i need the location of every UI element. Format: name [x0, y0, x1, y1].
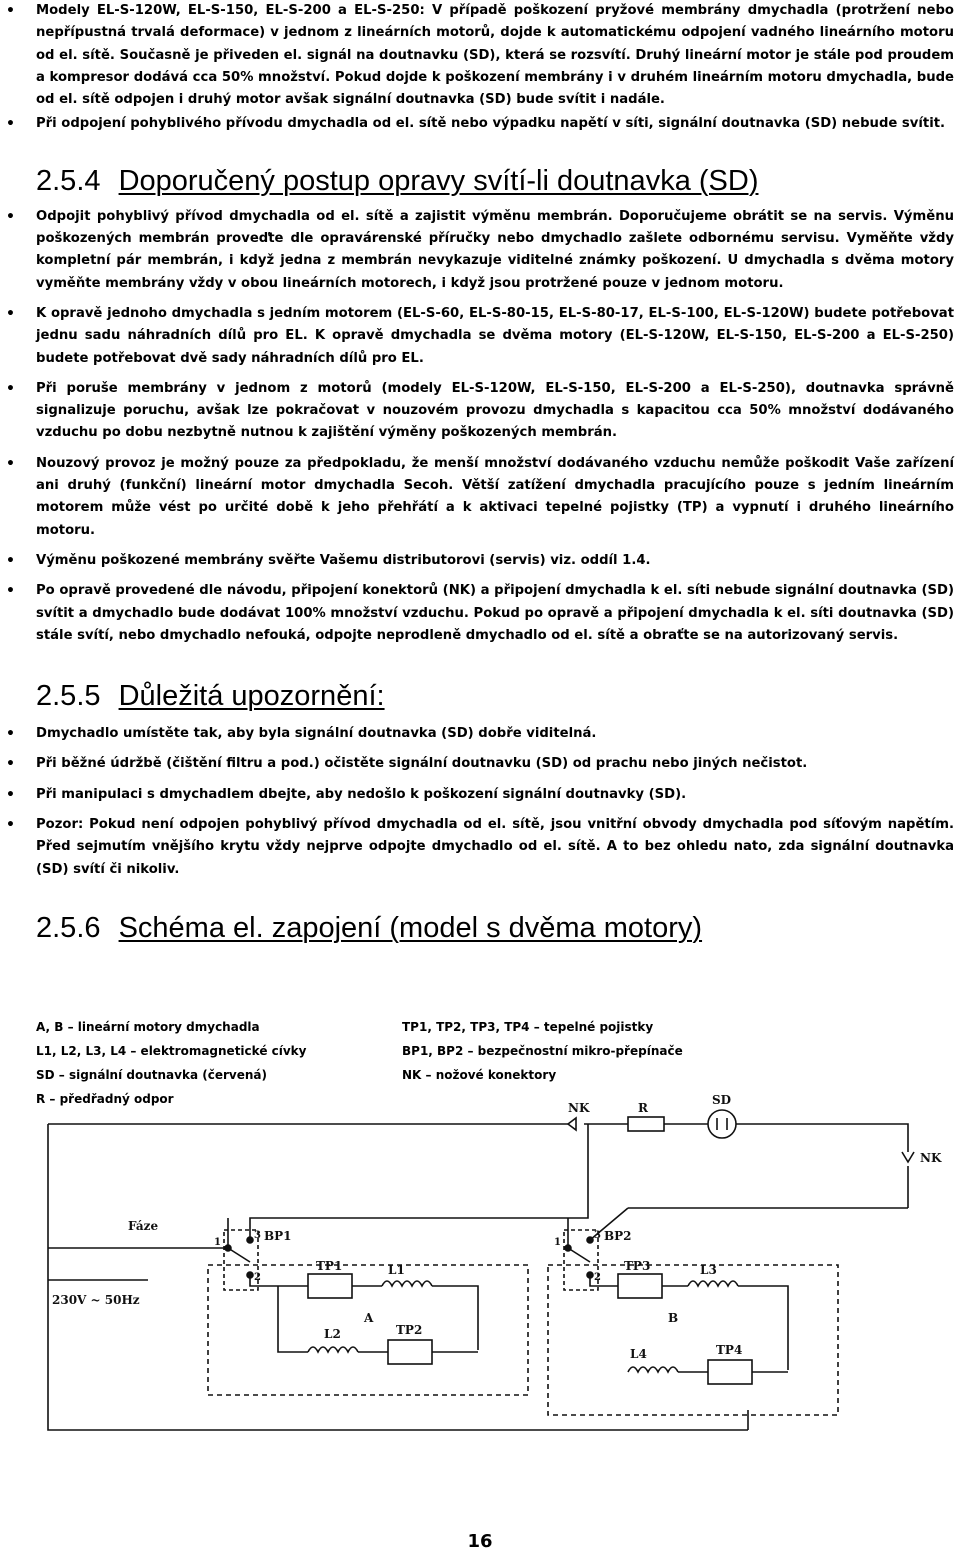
label-bp2-pin3: 3	[594, 1230, 601, 1241]
label-l2: L2	[324, 1327, 341, 1341]
label-bp1-pin2: 2	[254, 1272, 261, 1283]
section-number: 2.5.6	[36, 911, 101, 944]
coil-l4	[628, 1367, 678, 1372]
tp2-box	[388, 1340, 432, 1364]
list-item: • Při běžné údržbě (čištění filtru a pod.) očistěte signální doutnavku (SD) od prachu nebo jiných nečistot.	[0, 753, 960, 775]
list-item: • Modely EL-S-120W, EL-S-150, EL-S-200 a EL-S-250: V případě poškození pryžové membrány dmychadla (protržení nebo nepřípustná trvalá deformace) v jednom z lineárních motorů, dojde k automatickému odpojení vadného lineárního motoru od el. sítě. Současně je přiveden el. signál na doutnavku (SD), která se rozsvítí. Druhý lineární motor je stále pod proudem a kompresor dodává cca 50% množství. Pokud dojde k poškození membrány i v druhém lineárním motoru dmychadla, bude od el. sítě odpojen i druhý motor avšak signální doutnavka (SD) bude svítit i nadále.	[0, 0, 960, 111]
section-title: Důležitá upozornění:	[118, 680, 385, 713]
list-item: • Nouzový provoz je možný pouze za předpokladu, že menší množství dodávaného vzduchu nemůže poškodit Vaše zařízení ani druhý (funkční) lineární motor dmychadla Secoh. Větší zatížení dmychadla pracujícího pouze s jedním lineárním motorem může vést po určité době k jeho přehřátí a k aktivaci tepelné pojistky (TP) a vypnutí i druhého lineárního motoru.	[0, 453, 960, 542]
label-motor-b: B	[668, 1311, 679, 1325]
list-item: • Dmychadlo umístěte tak, aby byla signální doutnavka (SD) dobře viditelná.	[0, 723, 960, 745]
section-heading-2-5-4	[0, 164, 960, 198]
motor-b-box	[548, 1265, 838, 1415]
list-item: • Při poruše membrány v jednom z motorů (modely EL-S-120W, EL-S-150, EL-S-200 a EL-S-250), doutnavka správně signalizuje poruchu, avšak lze pokračovat v nouzovém provozu dmychadla s kapacitou cca 50% množství dodávaného vzduchu po dobu nezbytně nutnou k zajištění výměny poškozených membrán.	[0, 378, 960, 445]
legend-item: R – předřadný odpor	[36, 1092, 174, 1106]
label-motor-a: A	[364, 1311, 374, 1325]
section-number: 2.5.4	[36, 164, 101, 197]
top-bullet-list	[0, 0, 960, 136]
label-supply: 230V ~ 50Hz	[52, 1293, 140, 1307]
legend-item: NK – nožové konektory	[402, 1068, 557, 1082]
legend-item: L1, L2, L3, L4 – elektromagnetické cívky	[36, 1044, 307, 1058]
label-bp2-pin2: 2	[594, 1272, 601, 1283]
tp4-box	[708, 1360, 752, 1384]
label-tp1: TP1	[316, 1259, 343, 1273]
label-sd: SD	[712, 1093, 732, 1107]
label-l4: L4	[630, 1347, 647, 1361]
coil-l1	[382, 1281, 432, 1286]
wire-sd-right	[736, 1124, 908, 1152]
coil-l2	[308, 1347, 358, 1352]
label-faze: Fáze	[128, 1219, 159, 1233]
section-title: Schéma el. zapojení (model s dvěma motory)	[118, 911, 703, 944]
label-tp3: TP3	[624, 1259, 651, 1273]
lamp-electrodes	[717, 1118, 727, 1130]
label-bp2-pin1: 1	[554, 1237, 561, 1248]
wire-l3-down	[738, 1286, 788, 1370]
section-heading-2-5-5	[0, 679, 960, 713]
warnings-bullet-list	[0, 723, 960, 881]
legend-item: TP1, TP2, TP3, TP4 – tepelné pojistky	[402, 1020, 654, 1034]
list-item: • Při odpojení pohyblivého přívodu dmychadla od el. sítě nebo výpadku napětí v síti, signální doutnavka (SD) nebude svítit.	[0, 113, 960, 135]
legend-item: A, B – lineární motory dmychadla	[36, 1020, 260, 1034]
label-nk-right: NK	[920, 1151, 942, 1165]
list-item: • Po opravě provedené dle návodu, připojení konektorů (NK) a připojení dmychadla k el. síti nebude signální doutnavka (SD) svítit a dmychadlo bude dodávat 100% množství vzduchu. Pokud po opravě a připojení dmychadla k el. síti doutnavka (SD) stále svítí, nebo dmychadlo nefouká, odpojte neprodleně dmychadlo od el. sítě a obraťte se na autorizovaný servis.	[0, 580, 960, 647]
label-tp2: TP2	[396, 1323, 423, 1337]
glow-lamp-sd	[708, 1110, 736, 1138]
label-bp1-pin3: 3	[254, 1230, 261, 1241]
list-item: • Pozor: Pokud není odpojen pohyblivý přívod dmychadla od el. sítě, jsou vnitřní obvody dmychadla pod síťovým napětím. Před sejmutím vnějšího krytu vždy nejprve odpojte dmychadlo od el. sítě. A to bez ohledu nato, zda signální doutnavka (SD) svítí či nikoliv.	[0, 814, 960, 881]
tp3-box	[618, 1274, 662, 1298]
label-nk-top: NK	[568, 1101, 590, 1115]
list-item: • K opravě jednoho dmychadla s jedním motorem (EL-S-60, EL-S-80-15, EL-S-80-17, EL-S-100, EL-S-120W) budete potřebovat jednu sadu náhradních dílů pro EL. K opravě dmychadla se dvěma motory (EL-S-120W, EL-S-150, EL-S-200 a EL-S-250) budete potřebovat dvě sady náhradních dílů pro EL.	[0, 303, 960, 370]
list-item: • Výměnu poškozené membrány svěřte Vašemu distributorovi (servis) viz. oddíl 1.4.	[0, 550, 960, 572]
repair-bullet-list	[0, 206, 960, 647]
tp1-box	[308, 1274, 352, 1298]
wire-bp1-signal	[250, 1124, 588, 1240]
legend-item: SD – signální doutnavka (červená)	[36, 1068, 267, 1082]
label-bp2: BP2	[604, 1229, 632, 1243]
section-heading-2-5-6	[0, 911, 960, 945]
label-bp1-pin1: 1	[214, 1237, 221, 1248]
label-r: R	[638, 1101, 648, 1115]
resistor-r	[628, 1117, 664, 1131]
section-title: Doporučený postup opravy svítí-li doutnavka (SD)	[118, 164, 759, 197]
motor-a-box	[208, 1265, 528, 1395]
list-item: • Odpojit pohyblivý přívod dmychadla od el. sítě a zajistit výměnu membrán. Doporučujeme obrátit se na servis. Výměnu poškozených membrán proveďte dle opravárenské příručky nebo dmychadlo zašlete odbornému servisu. Vyměňte vždy kompletní pár membrán, i když jedna z membrán nevykazuje viditelné známky poškození. U dmychadla s dvěma motory vyměňte membrány vždy v obou lineárních motorech, i když jsou protržené pouze v jednom motoru.	[0, 206, 960, 295]
list-item: • Při manipulaci s dmychadlem dbejte, aby nedošlo k poškození signální doutnavky (SD).	[0, 784, 960, 806]
wire-left-bottom	[48, 1124, 748, 1430]
label-bp1: BP1	[264, 1229, 292, 1243]
page-number: 16	[467, 1531, 493, 1552]
label-tp4: TP4	[716, 1343, 743, 1357]
label-l1: L1	[388, 1263, 405, 1277]
legend-right-column	[402, 1015, 683, 1087]
bp2-lever	[568, 1248, 590, 1262]
coil-l3	[688, 1281, 738, 1286]
bp1-lever	[228, 1248, 250, 1262]
legend-item: BP1, BP2 – bezpečnostní mikro-přepínače	[402, 1044, 683, 1058]
nk-right-connector	[902, 1152, 914, 1162]
section-number: 2.5.5	[36, 680, 101, 713]
wiring-schematic	[28, 1090, 958, 1450]
nk-top-connector	[568, 1118, 576, 1130]
wire-l2-left	[278, 1286, 308, 1352]
wire-l1-down	[432, 1286, 478, 1350]
label-l3: L3	[700, 1263, 717, 1277]
